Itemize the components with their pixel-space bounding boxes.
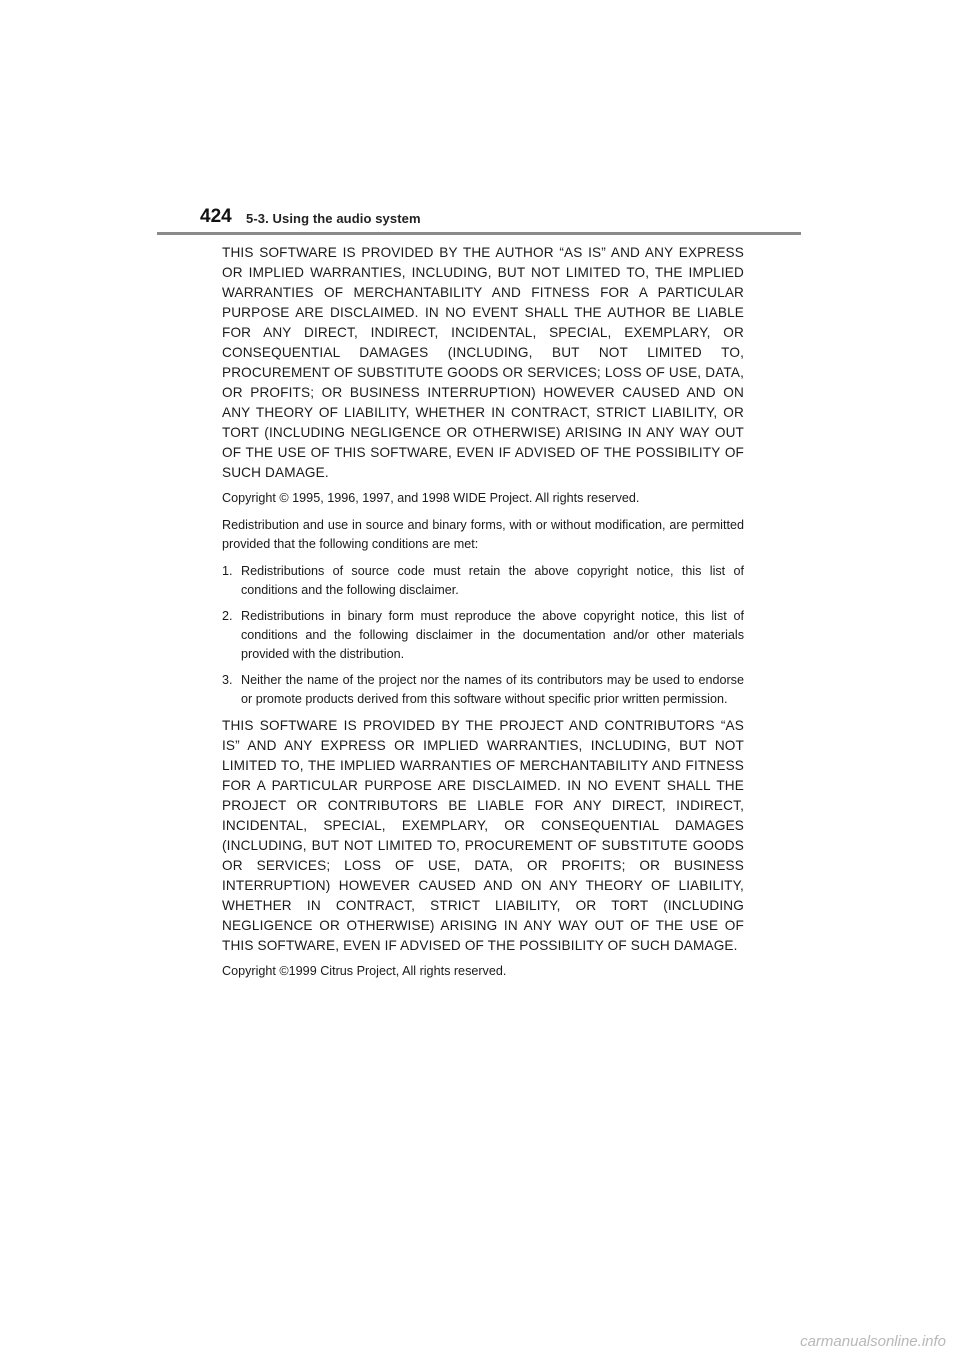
list-item bbox=[222, 671, 744, 709]
wide-copyright-notice: Copyright © 1995, 1996, 1997, and 1998 WIDE Project. All rights reserved. bbox=[222, 491, 640, 505]
list-item-number: 2. bbox=[222, 609, 233, 623]
project-disclaimer: THIS SOFTWARE IS PROVIDED BY THE PROJECT AND CONTRIBUTORS “AS IS” AND ANY EXPRESS OR IMPLIED WARRANTIES, INCLUDING, BUT NOT LIMITED TO, THE IMPLIED WARRANTIES OF MERCHANTABILITY AND FITNESS FOR A PARTICULAR PURPOSE ARE DISCLAIMED. IN NO EVENT SHALL THE PROJECT OR CONTRIBUTORS BE LIABLE FOR ANY DIRECT, INDIRECT, INCIDENTAL, SPECIAL, EXEMPLARY, OR CONSEQUENTIAL DAMAGES (INCLUDING, BUT NOT LIMITED TO, PROCUREMENT OF SUBSTITUTE GOODS OR SERVICES; LOSS OF USE, DATA, OR PROFITS; OR BUSINESS INTERRUPTION) HOWEVER CAUSED AND ON ANY THEORY OF LIABILITY, WHETHER IN CONTRACT, STRICT LIABILITY, OR TORT (INCLUDING NEGLIGENCE OR OTHERWISE) ARISING IN ANY WAY OUT OF THE USE OF THIS SOFTWARE, EVEN IF ADVISED OF THE POSSIBILITY OF SUCH DAMAGE. bbox=[222, 718, 744, 953]
conditions-list bbox=[222, 562, 744, 709]
list-item-text: Redistributions in binary form must reproduce the above copyright notice, this list of conditions and the following disclaimer in the documentation and/or other materials provided with the distribution. bbox=[241, 609, 744, 661]
page-number: 424 bbox=[200, 206, 232, 227]
list-item bbox=[222, 607, 744, 664]
author-disclaimer: THIS SOFTWARE IS PROVIDED BY THE AUTHOR “AS IS” AND ANY EXPRESS OR IMPLIED WARRANTIES, INCLUDING, BUT NOT LIMITED TO, THE IMPLIED WARRANTIES OF MERCHANTABILITY AND FITNESS FOR A PARTICULAR PURPOSE ARE DISCLAIMED. IN NO EVENT SHALL THE AUTHOR BE LIABLE FOR ANY DIRECT, INDIRECT, INCIDENTAL, SPECIAL, EXEMPLARY, OR CONSEQUENTIAL DAMAGES (INCLUDING, BUT NOT LIMITED TO, PROCUREMENT OF SUBSTITUTE GOODS OR SERVICES; LOSS OF USE, DATA, OR PROFITS; OR BUSINESS INTERRUPTION) HOWEVER CAUSED AND ON ANY THEORY OF LIABILITY, WHETHER IN CONTRACT, STRICT LIABILITY, OR TORT (INCLUDING NEGLIGENCE OR OTHERWISE) ARISING IN ANY WAY OUT OF THE USE OF THIS SOFTWARE, EVEN IF ADVISED OF THE POSSIBILITY OF SUCH DAMAGE. bbox=[222, 245, 744, 480]
list-item-number: 1. bbox=[222, 564, 233, 578]
header-rule bbox=[157, 232, 801, 235]
citrus-copyright-notice: Copyright ©1999 Citrus Project, All rights reserved. bbox=[222, 964, 507, 978]
document-body bbox=[222, 243, 744, 989]
list-item bbox=[222, 562, 744, 600]
list-item-text: Neither the name of the project nor the names of its contributors may be used to endorse or promote products derived from this software without specific prior written permission. bbox=[241, 673, 744, 706]
list-item-text: Redistributions of source code must retain the above copyright notice, this list of conditions and the following disclaimer. bbox=[241, 564, 744, 597]
list-item-number: 3. bbox=[222, 673, 233, 687]
redistribution-intro: Redistribution and use in source and binary forms, with or without modification, are permitted provided that the following conditions are met: bbox=[222, 518, 744, 551]
site-watermark: carmanualsonline.info bbox=[800, 1333, 946, 1350]
section-title: 5-3. Using the audio system bbox=[246, 211, 421, 226]
